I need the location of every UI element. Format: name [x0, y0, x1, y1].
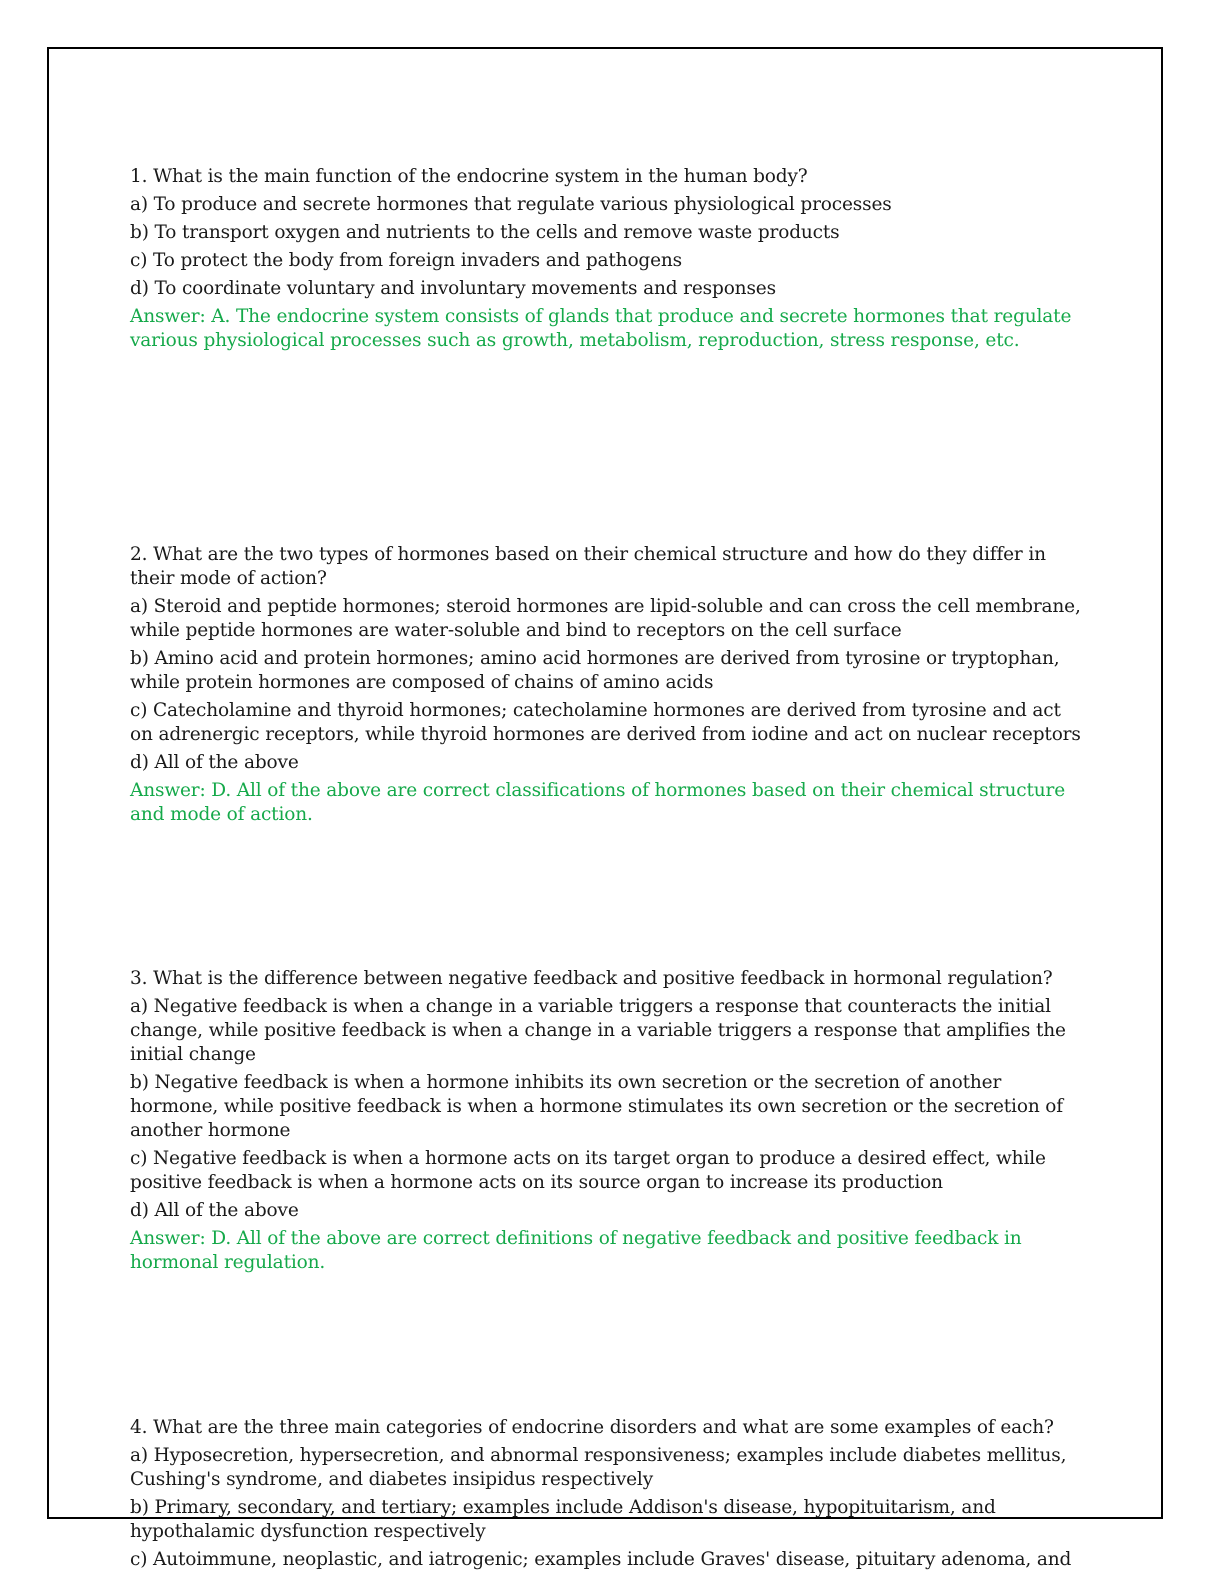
page-frame	[47, 47, 1163, 1570]
option-b: b) Negative feedback is when a hormone inhibits its own secretion or the secretion of another hormone, while positive feedback is when a hormone stimulates its own secretion or the secretion of another hormone	[130, 1072, 1063, 1141]
option-d: d) All of the above	[130, 1200, 299, 1221]
question-stem: 1. What is the main function of the endocrine system in the human body?	[130, 166, 808, 187]
option-b: b) Amino acid and protein hormones; amino acid hormones are derived from tyrosine or tryptophan, while protein hormones are composed of chains of amino acids	[130, 648, 1060, 693]
option-a: a) Negative feedback is when a change in a variable triggers a response that counteracts the initial change, while positive feedback is when a change in a variable triggers a response that amplifies the initial change	[130, 996, 1066, 1065]
question-4	[130, 1416, 1085, 1576]
question-3	[130, 967, 1085, 1275]
answer-text: Answer: D. All of the above are correct classifications of hormones based on their chemical structure and mode of action.	[130, 780, 1066, 825]
question-stem: 2. What are the two types of hormones based on their chemical structure and how do they differ in their mode of action?	[130, 544, 1046, 589]
option-c: c) Negative feedback is when a hormone acts on its target organ to produce a desired effect, while positive feedback is when a hormone acts on its source organ to increase its production	[130, 1148, 1046, 1193]
option-c: c) To protect the body from foreign invaders and pathogens	[130, 250, 683, 271]
option-a: a) To produce and secrete hormones that regulate various physiological processes	[130, 194, 892, 215]
question-stem: 3. What is the difference between negative feedback and positive feedback in hormonal regulation?	[130, 968, 1053, 989]
option-d: d) To coordinate voluntary and involuntary movements and responses	[130, 278, 776, 299]
question-stem: 4. What are the three main categories of endocrine disorders and what are some examples of each?	[130, 1417, 1054, 1438]
answer-text: Answer: D. All of the above are correct definitions of negative feedback and positive feedback in hormonal regulation.	[130, 1228, 1022, 1273]
option-a: a) Steroid and peptide hormones; steroid hormones are lipid-soluble and can cross the cell membrane, while peptide hormones are water-soluble and bind to receptors on the cell surface	[130, 596, 1081, 641]
question-2	[130, 543, 1085, 827]
option-d: d) All of the above	[130, 752, 299, 773]
answer-text: Answer: A. The endocrine system consists of glands that produce and secrete hormones that regulate various physiological processes such as growth, metabolism, reproduction, stress response, etc.	[130, 306, 1072, 351]
option-b: b) To transport oxygen and nutrients to the cells and remove waste products	[130, 222, 840, 243]
question-1	[130, 165, 1085, 353]
option-c: c) Autoimmune, neoplastic, and iatrogenic; examples include Graves' disease, pituitary adenoma, and	[130, 1549, 1072, 1570]
option-b: b) Primary, secondary, and tertiary; examples include Addison's disease, hypopituitarism, and hypothalamic dysfunction respectively	[130, 1497, 996, 1542]
option-a: a) Hyposecretion, hypersecretion, and abnormal responsiveness; examples include diabetes mellitus, Cushing's syndrome, and diabetes insipidus respectively	[130, 1445, 1067, 1490]
option-c: c) Catecholamine and thyroid hormones; catecholamine hormones are derived from tyrosine and act on adrenergic receptors, while thyroid hormones are derived from iodine and act on nuclear receptors	[130, 700, 1081, 745]
